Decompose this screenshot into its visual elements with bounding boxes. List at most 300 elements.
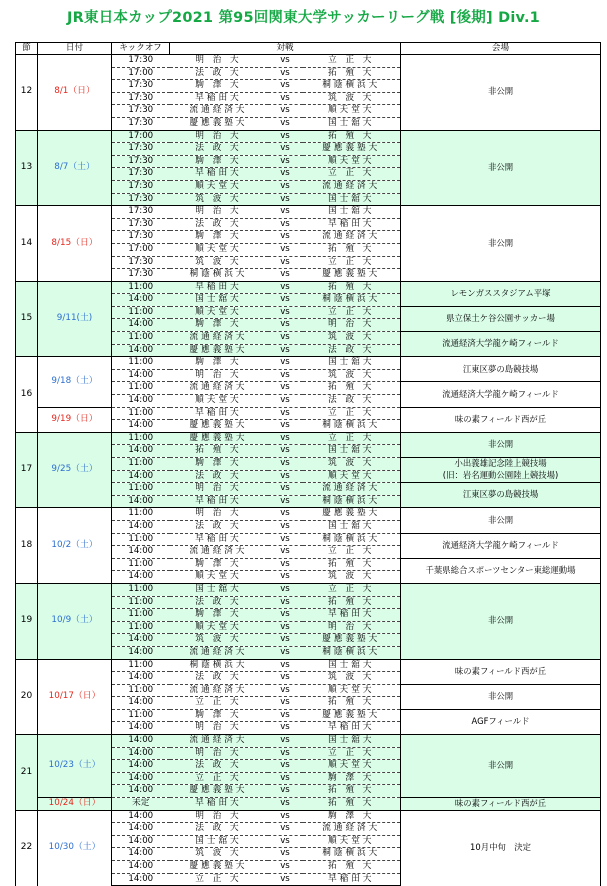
venue-name: 非公開 — [401, 55, 601, 131]
match-row — [16, 583, 601, 596]
vs-label: vs — [268, 67, 303, 80]
kickoff-time: 11:00 — [112, 357, 170, 370]
home-team: 慶應義塾大 — [170, 420, 268, 433]
section-number: 15 — [16, 281, 38, 357]
kickoff-time: 11:00 — [112, 709, 170, 722]
header-row — [16, 43, 601, 55]
home-team: 明 治 大 — [170, 206, 268, 219]
venue-name: 非公開 — [401, 432, 601, 457]
vs-label: vs — [268, 798, 303, 811]
vs-label: vs — [268, 256, 303, 269]
home-team: 順天堂大 — [170, 621, 268, 634]
home-team: 早稲田大 — [170, 281, 268, 294]
page-title: JR東日本カップ2021 第95回関東大学サッカーリーグ戦 [後期] Div.1 — [67, 10, 540, 26]
away-team: 早稲田大 — [303, 873, 401, 886]
away-team: 慶應義塾大 — [303, 508, 401, 521]
vs-label: vs — [268, 92, 303, 105]
match-row — [16, 798, 601, 811]
kickoff-time: 11:00 — [112, 281, 170, 294]
kickoff-time: 14:00 — [112, 344, 170, 357]
away-team: 慶應義塾大 — [303, 634, 401, 647]
home-team: 桐蔭横浜大 — [170, 659, 268, 672]
home-team: 順天堂大 — [170, 180, 268, 193]
away-team: 慶應義塾大 — [303, 709, 401, 722]
match-row — [16, 130, 601, 143]
match-row — [16, 206, 601, 219]
away-team: 流通経済大 — [303, 483, 401, 496]
kickoff-time: 17:30 — [112, 155, 170, 168]
away-team: 駒 澤 大 — [303, 772, 401, 785]
away-team: 流通経済大 — [303, 231, 401, 244]
venue-name: 流通経済大学龍ケ崎フィールド — [401, 332, 601, 357]
match-date: 10/30（土） — [38, 810, 112, 886]
vs-label: vs — [268, 168, 303, 181]
home-team: 国士舘大 — [170, 583, 268, 596]
venue-name: 味の素フィールド西が丘 — [401, 798, 601, 811]
venue-name: 流通経済大学龍ケ崎フィールド — [401, 382, 601, 407]
match-date: 10/17（日） — [38, 659, 112, 735]
away-team: 立 正 大 — [303, 55, 401, 68]
kickoff-time: 11:00 — [112, 583, 170, 596]
home-team: 明 治 大 — [170, 508, 268, 521]
away-team: 明 治 大 — [303, 319, 401, 332]
match-row — [16, 659, 601, 672]
vs-label: vs — [268, 319, 303, 332]
vs-label: vs — [268, 835, 303, 848]
away-team: 法 政 大 — [303, 344, 401, 357]
match-row — [16, 735, 601, 748]
kickoff-time: 14:00 — [112, 735, 170, 748]
away-team: 順天堂大 — [303, 470, 401, 483]
away-team: 駒 澤 大 — [303, 810, 401, 823]
home-team: 国士舘大 — [170, 294, 268, 307]
match-date: 8/1（日） — [38, 55, 112, 131]
away-team: 桐蔭横浜大 — [303, 495, 401, 508]
match-row — [16, 407, 601, 420]
home-team: 駒 澤 大 — [170, 709, 268, 722]
home-team: 筑 波 大 — [170, 193, 268, 206]
kickoff-time: 14:00 — [112, 634, 170, 647]
vs-label: vs — [268, 130, 303, 143]
venue-name: レモンガススタジアム平塚 — [401, 281, 601, 306]
away-team: 筑 波 大 — [303, 571, 401, 584]
vs-label: vs — [268, 848, 303, 861]
venue-name: 江東区夢の島競技場 — [401, 357, 601, 382]
away-team: 順天堂大 — [303, 684, 401, 697]
home-team: 筑 波 大 — [170, 634, 268, 647]
section-number: 18 — [16, 508, 38, 584]
away-team: 立 正 大 — [303, 168, 401, 181]
home-team: 拓 殖 大 — [170, 445, 268, 458]
venue-name: 非公開 — [401, 583, 601, 659]
away-team: 拓 殖 大 — [303, 130, 401, 143]
vs-label: vs — [268, 760, 303, 773]
kickoff-time: 11:00 — [112, 306, 170, 319]
home-team: 駒 澤 大 — [170, 609, 268, 622]
kickoff-time: 14:00 — [112, 747, 170, 760]
vs-label: vs — [268, 546, 303, 559]
home-team: 法 政 大 — [170, 67, 268, 80]
away-team: 早稲田大 — [303, 722, 401, 735]
kickoff-time: 14:00 — [112, 873, 170, 886]
vs-label: vs — [268, 823, 303, 836]
vs-label: vs — [268, 357, 303, 370]
away-team: 順天堂大 — [303, 835, 401, 848]
vs-label: vs — [268, 583, 303, 596]
vs-label: vs — [268, 533, 303, 546]
home-team: 順天堂大 — [170, 306, 268, 319]
away-team: 順天堂大 — [303, 155, 401, 168]
vs-label: vs — [268, 206, 303, 219]
vs-label: vs — [268, 861, 303, 874]
vs-label: vs — [268, 458, 303, 471]
away-team: 筑 波 大 — [303, 332, 401, 345]
section-number: 13 — [16, 130, 38, 206]
match-row — [16, 508, 601, 521]
kickoff-time: 11:00 — [112, 558, 170, 571]
kickoff-time: 14:00 — [112, 823, 170, 836]
away-team: 立 正 大 — [303, 407, 401, 420]
away-team: 筑 波 大 — [303, 92, 401, 105]
vs-label: vs — [268, 269, 303, 282]
venue-name: 味の素フィールド西が丘 — [401, 659, 601, 684]
header-venue: 会場 — [401, 43, 601, 55]
away-team: 立 正 大 — [303, 747, 401, 760]
section-number: 21 — [16, 735, 38, 811]
kickoff-time: 17:30 — [112, 218, 170, 231]
home-team: 明 治 大 — [170, 747, 268, 760]
vs-label: vs — [268, 193, 303, 206]
match-date: 9/19（日） — [38, 407, 112, 432]
kickoff-time: 17:30 — [112, 80, 170, 93]
away-team: 桐蔭横浜大 — [303, 646, 401, 659]
schedule-body — [16, 55, 601, 886]
kickoff-time: 14:00 — [112, 848, 170, 861]
kickoff-time: 11:00 — [112, 458, 170, 471]
away-team: 拓 殖 大 — [303, 798, 401, 811]
kickoff-time: 14:00 — [112, 420, 170, 433]
home-team: 流通経済大 — [170, 105, 268, 118]
vs-label: vs — [268, 432, 303, 445]
vs-label: vs — [268, 646, 303, 659]
away-team: 拓 殖 大 — [303, 697, 401, 710]
match-date: 10/23（土） — [38, 735, 112, 798]
vs-label: vs — [268, 747, 303, 760]
match-date: 9/18（土） — [38, 357, 112, 407]
kickoff-time: 11:00 — [112, 508, 170, 521]
vs-label: vs — [268, 470, 303, 483]
kickoff-time: 17:30 — [112, 231, 170, 244]
home-team: 法 政 大 — [170, 596, 268, 609]
vs-label: vs — [268, 281, 303, 294]
vs-label: vs — [268, 634, 303, 647]
match-row — [16, 810, 601, 823]
vs-label: vs — [268, 80, 303, 93]
vs-label: vs — [268, 596, 303, 609]
vs-label: vs — [268, 407, 303, 420]
kickoff-time: 11:00 — [112, 407, 170, 420]
home-team: 駒 澤 大 — [170, 558, 268, 571]
venue-name: 江東区夢の島競技場 — [401, 483, 601, 508]
section-number: 12 — [16, 55, 38, 131]
vs-label: vs — [268, 873, 303, 886]
header-section: 節 — [16, 43, 38, 55]
venue-name: 非公開 — [401, 206, 601, 282]
vs-label: vs — [268, 369, 303, 382]
vs-label: vs — [268, 180, 303, 193]
match-date: 8/7（土） — [38, 130, 112, 206]
vs-label: vs — [268, 294, 303, 307]
kickoff-time: 17:30 — [112, 55, 170, 68]
vs-label: vs — [268, 243, 303, 256]
header-date: 日付 — [38, 43, 112, 55]
kickoff-time: 14:00 — [112, 369, 170, 382]
home-team: 流通経済大 — [170, 546, 268, 559]
kickoff-time: 17:30 — [112, 168, 170, 181]
kickoff-time: 17:30 — [112, 105, 170, 118]
venue-name: 小出義雄記念陸上競技場 — [401, 458, 601, 471]
venue-name: AGFフィールド — [401, 709, 601, 734]
home-team: 慶應義塾大 — [170, 117, 268, 130]
kickoff-time: 14:00 — [112, 546, 170, 559]
away-team: 筑 波 大 — [303, 672, 401, 685]
kickoff-time: 17:30 — [112, 193, 170, 206]
home-team: 筑 波 大 — [170, 256, 268, 269]
venue-name: 10月中旬 決定 — [401, 810, 601, 886]
vs-label: vs — [268, 735, 303, 748]
section-number: 19 — [16, 583, 38, 659]
home-team: 早稲田大 — [170, 533, 268, 546]
vs-label: vs — [268, 659, 303, 672]
away-team: 早稲田大 — [303, 218, 401, 231]
home-team: 法 政 大 — [170, 520, 268, 533]
kickoff-time: 17:30 — [112, 269, 170, 282]
header-kickoff: キックオフ — [112, 43, 170, 55]
vs-label: vs — [268, 709, 303, 722]
match-date: 10/2（土） — [38, 508, 112, 584]
home-team: 法 政 大 — [170, 823, 268, 836]
home-team: 順天堂大 — [170, 243, 268, 256]
away-team: 国士舘大 — [303, 357, 401, 370]
kickoff-time: 11:00 — [112, 432, 170, 445]
away-team: 拓 殖 大 — [303, 281, 401, 294]
home-team: 流通経済大 — [170, 332, 268, 345]
home-team: 筑 波 大 — [170, 848, 268, 861]
kickoff-time: 11:00 — [112, 382, 170, 395]
away-team: 国士舘大 — [303, 193, 401, 206]
vs-label: vs — [268, 684, 303, 697]
kickoff-time: 17:30 — [112, 92, 170, 105]
venue-name: 味の素フィールド西が丘 — [401, 407, 601, 432]
away-team: 国士舘大 — [303, 520, 401, 533]
vs-label: vs — [268, 344, 303, 357]
kickoff-time: 14:00 — [112, 835, 170, 848]
match-date: 9/11(土) — [38, 281, 112, 357]
away-team: 拓 殖 大 — [303, 67, 401, 80]
home-team: 駒 澤 大 — [170, 319, 268, 332]
vs-label: vs — [268, 772, 303, 785]
away-team: 桐蔭横浜大 — [303, 420, 401, 433]
away-team: 国士舘大 — [303, 659, 401, 672]
home-team: 流通経済大 — [170, 382, 268, 395]
kickoff-time: 14:00 — [112, 760, 170, 773]
home-team: 慶應義塾大 — [170, 432, 268, 445]
home-team: 駒 澤 大 — [170, 357, 268, 370]
vs-label: vs — [268, 55, 303, 68]
home-team: 明 治 大 — [170, 810, 268, 823]
home-team: 順天堂大 — [170, 571, 268, 584]
vs-label: vs — [268, 382, 303, 395]
home-team: 明 治 大 — [170, 130, 268, 143]
venue-name: 県立保土ケ谷公園サッカー場 — [401, 306, 601, 331]
home-team: 法 政 大 — [170, 218, 268, 231]
away-team: 慶應義塾大 — [303, 143, 401, 156]
vs-label: vs — [268, 621, 303, 634]
away-team: 桐蔭横浜大 — [303, 533, 401, 546]
home-team: 明 治 大 — [170, 369, 268, 382]
venue-name: 流通経済大学龍ケ崎フィールド — [401, 533, 601, 558]
kickoff-time: 14:00 — [112, 697, 170, 710]
home-team: 駒 澤 大 — [170, 80, 268, 93]
vs-label: vs — [268, 609, 303, 622]
venue-name: (旧：岩名運動公園陸上競技場) — [401, 470, 601, 483]
kickoff-time: 14:00 — [112, 861, 170, 874]
away-team: 順天堂大 — [303, 760, 401, 773]
away-team: 筑 波 大 — [303, 458, 401, 471]
kickoff-time: 14:00 — [112, 772, 170, 785]
vs-label: vs — [268, 785, 303, 798]
kickoff-time: 14:00 — [112, 319, 170, 332]
away-team: 桐蔭横浜大 — [303, 294, 401, 307]
vs-label: vs — [268, 155, 303, 168]
kickoff-time: 14:00 — [112, 672, 170, 685]
kickoff-time: 17:30 — [112, 117, 170, 130]
kickoff-time: 14:00 — [112, 395, 170, 408]
away-team: 立 正 大 — [303, 432, 401, 445]
home-team: 法 政 大 — [170, 470, 268, 483]
vs-label: vs — [268, 520, 303, 533]
away-team: 立 正 大 — [303, 256, 401, 269]
home-team: 法 政 大 — [170, 143, 268, 156]
match-date: 9/25（土） — [38, 432, 112, 508]
home-team: 順天堂大 — [170, 395, 268, 408]
away-team: 筑 波 大 — [303, 369, 401, 382]
match-date: 10/9（土） — [38, 583, 112, 659]
home-team: 慶應義塾大 — [170, 861, 268, 874]
kickoff-time: 17:00 — [112, 67, 170, 80]
away-team: 国士舘大 — [303, 735, 401, 748]
kickoff-time: 11:00 — [112, 483, 170, 496]
home-team: 慶應義塾大 — [170, 344, 268, 357]
kickoff-time: 14:00 — [112, 785, 170, 798]
section-number: 20 — [16, 659, 38, 735]
kickoff-time: 14:00 — [112, 495, 170, 508]
kickoff-time: 17:00 — [112, 130, 170, 143]
home-team: 早稲田大 — [170, 798, 268, 811]
away-team: 慶應義塾大 — [303, 269, 401, 282]
away-team: 順天堂大 — [303, 105, 401, 118]
away-team: 桐蔭横浜大 — [303, 80, 401, 93]
away-team: 立 正 大 — [303, 546, 401, 559]
vs-label: vs — [268, 483, 303, 496]
kickoff-time: 17:30 — [112, 143, 170, 156]
away-team: 拓 殖 大 — [303, 785, 401, 798]
home-team: 慶應義塾大 — [170, 785, 268, 798]
kickoff-time: 11:00 — [112, 621, 170, 634]
home-team: 法 政 大 — [170, 672, 268, 685]
vs-label: vs — [268, 420, 303, 433]
vs-label: vs — [268, 332, 303, 345]
home-team: 明 治 大 — [170, 55, 268, 68]
home-team: 明 治 大 — [170, 483, 268, 496]
venue-name: 千葉県総合スポーツセンター東総運動場 — [401, 558, 601, 583]
vs-label: vs — [268, 117, 303, 130]
kickoff-time: 14:00 — [112, 646, 170, 659]
kickoff-time: 14:00 — [112, 571, 170, 584]
kickoff-time: 11:00 — [112, 596, 170, 609]
home-team: 明 治 大 — [170, 722, 268, 735]
kickoff-time: 14:00 — [112, 445, 170, 458]
match-row — [16, 55, 601, 68]
home-team: 法 政 大 — [170, 760, 268, 773]
away-team: 拓 殖 大 — [303, 596, 401, 609]
kickoff-time: 14:00 — [112, 520, 170, 533]
kickoff-time: 11:00 — [112, 684, 170, 697]
away-team: 流通経済大 — [303, 180, 401, 193]
kickoff-time: 14:00 — [112, 294, 170, 307]
away-team: 法 政 大 — [303, 395, 401, 408]
kickoff-time: 11:00 — [112, 609, 170, 622]
vs-label: vs — [268, 697, 303, 710]
match-date: 8/15（日） — [38, 206, 112, 282]
header-match: 対戦 — [170, 43, 401, 55]
vs-label: vs — [268, 218, 303, 231]
home-team: 桐蔭横浜大 — [170, 269, 268, 282]
kickoff-time: 14:00 — [112, 722, 170, 735]
home-team: 早稲田大 — [170, 495, 268, 508]
vs-label: vs — [268, 395, 303, 408]
home-team: 流通経済大 — [170, 735, 268, 748]
home-team: 立 正 大 — [170, 873, 268, 886]
match-row — [16, 432, 601, 445]
match-date: 10/24（日） — [38, 798, 112, 811]
home-team: 早稲田大 — [170, 92, 268, 105]
home-team: 国士舘大 — [170, 835, 268, 848]
section-number: 22 — [16, 810, 38, 886]
section-number: 17 — [16, 432, 38, 508]
home-team: 駒 澤 大 — [170, 231, 268, 244]
kickoff-time: 17:30 — [112, 206, 170, 219]
match-row — [16, 357, 601, 370]
match-row — [16, 281, 601, 294]
away-team: 拓 殖 大 — [303, 243, 401, 256]
away-team: 流通経済大 — [303, 823, 401, 836]
vs-label: vs — [268, 105, 303, 118]
vs-label: vs — [268, 143, 303, 156]
home-team: 駒 澤 大 — [170, 458, 268, 471]
kickoff-time: 未定 — [112, 798, 170, 811]
home-team: 流通経済大 — [170, 646, 268, 659]
section-number: 14 — [16, 206, 38, 282]
away-team: 桐蔭横浜大 — [303, 848, 401, 861]
away-team: 早稲田大 — [303, 609, 401, 622]
kickoff-time: 11:00 — [112, 533, 170, 546]
home-team: 立 正 大 — [170, 772, 268, 785]
away-team: 明 治 大 — [303, 621, 401, 634]
vs-label: vs — [268, 571, 303, 584]
away-team: 国士舘大 — [303, 117, 401, 130]
home-team: 早稲田大 — [170, 168, 268, 181]
